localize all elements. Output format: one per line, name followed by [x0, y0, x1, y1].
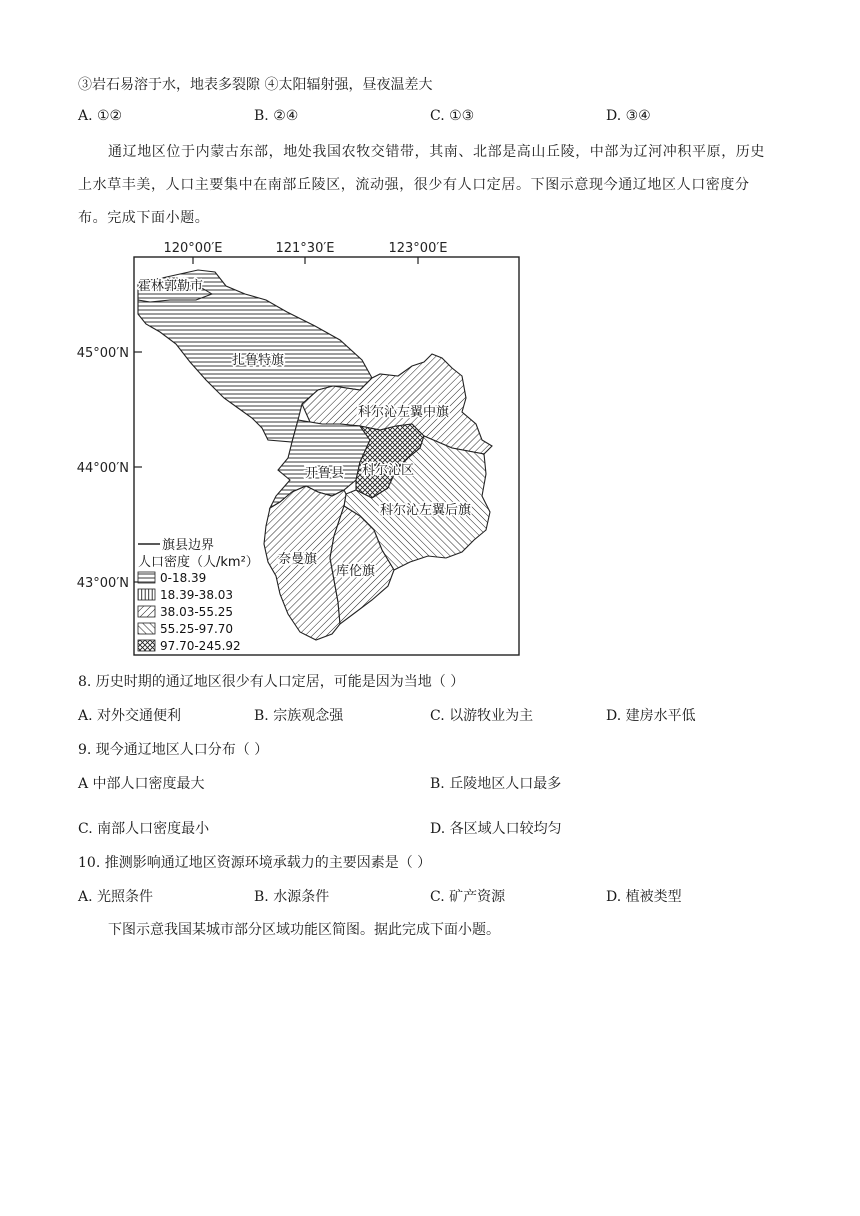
q9-stem: 9. 现今通辽地区人口分布（ ） — [78, 742, 269, 758]
legend-item-3: 38.03-55.25 — [160, 605, 234, 619]
label-kulun: 库伦旗 — [336, 564, 376, 579]
q9-option-c[interactable]: C. 南部人口密度最小 — [78, 821, 210, 837]
legend-density-title: 人口密度（人/km²） — [138, 555, 259, 570]
q10-option-c[interactable]: C. 矿产资源 — [430, 889, 506, 905]
lon-label-121-30: 121°30′E — [275, 241, 335, 256]
q10-option-a[interactable]: A. 光照条件 — [78, 889, 154, 905]
q9-option-a[interactable]: A 中部人口密度最大 — [78, 776, 205, 792]
legend-item-5: 97.70-245.92 — [160, 639, 241, 653]
label-zuohou: 科尔沁左翼后旗 — [380, 503, 472, 518]
prev-option-d[interactable]: D. ③④ — [606, 108, 651, 124]
q8-option-d[interactable]: D. 建房水平低 — [606, 708, 696, 724]
intro-paragraph: 通辽地区位于内蒙古东部，地处我国农牧交错带，其南、北部是高山丘陵，中部为辽河冲积平原，历史上水草丰美，人口主要集中在南部丘陵区，流动强，很少有人口定居。下图示意现今通辽地区人口密度分布。完成下面小题。 — [78, 144, 765, 226]
label-naiman: 奈曼旗 — [278, 552, 318, 567]
legend-item-1: 0-18.39 — [160, 571, 207, 585]
lon-label-123: 123°00′E — [388, 241, 448, 256]
legend-item-2: 18.39-38.03 — [160, 588, 234, 602]
map-legend — [138, 537, 259, 653]
q10-option-d[interactable]: D. 植被类型 — [606, 889, 682, 905]
q10-stem: 10. 推测影响通辽地区资源环境承载力的主要因素是（ ） — [78, 855, 432, 871]
lat-label-43: 43°00′N — [76, 576, 129, 591]
label-kailu: 开鲁县 — [305, 466, 345, 481]
q8-stem: 8. 历史时期的通辽地区很少有人口定居，可能是因为当地（ ） — [78, 674, 465, 690]
lat-label-45: 45°00′N — [76, 346, 129, 361]
q8-option-c[interactable]: C. 以游牧业为主 — [430, 708, 534, 724]
label-zuozhong: 科尔沁左翼中旗 — [358, 405, 450, 420]
next-intro: 下图示意我国某城市部分区域功能区简图。据此完成下面小题。 — [108, 922, 500, 938]
prev-option-b[interactable]: B. ②④ — [254, 108, 299, 124]
label-keerqin: 科尔沁区 — [362, 463, 415, 478]
label-zalute: 扎鲁特旗 — [232, 353, 285, 368]
label-huolinguole: 霍林郭勒市 — [138, 279, 204, 294]
q8-option-a[interactable]: A. 对外交通便利 — [78, 708, 182, 724]
lon-label-120: 120°00′E — [163, 241, 223, 256]
lat-label-44: 44°00′N — [76, 461, 129, 476]
q9-option-d[interactable]: D. 各区域人口较均匀 — [430, 821, 562, 837]
prev-option-a[interactable]: A. ①② — [78, 108, 123, 124]
q10-option-b[interactable]: B. 水源条件 — [254, 889, 330, 905]
legend-item-4: 55.25-97.70 — [160, 622, 234, 636]
legend-boundary-label: 旗县边界 — [162, 538, 215, 553]
q9-option-b[interactable]: B. 丘陵地区人口最多 — [430, 776, 562, 792]
prev-option-c[interactable]: C. ①③ — [430, 108, 475, 124]
q8-option-b[interactable]: B. 宗族观念强 — [254, 708, 344, 724]
prev-question-items: ③岩石易溶于水，地表多裂隙 ④太阳辐射强，昼夜温差大 — [78, 77, 433, 93]
